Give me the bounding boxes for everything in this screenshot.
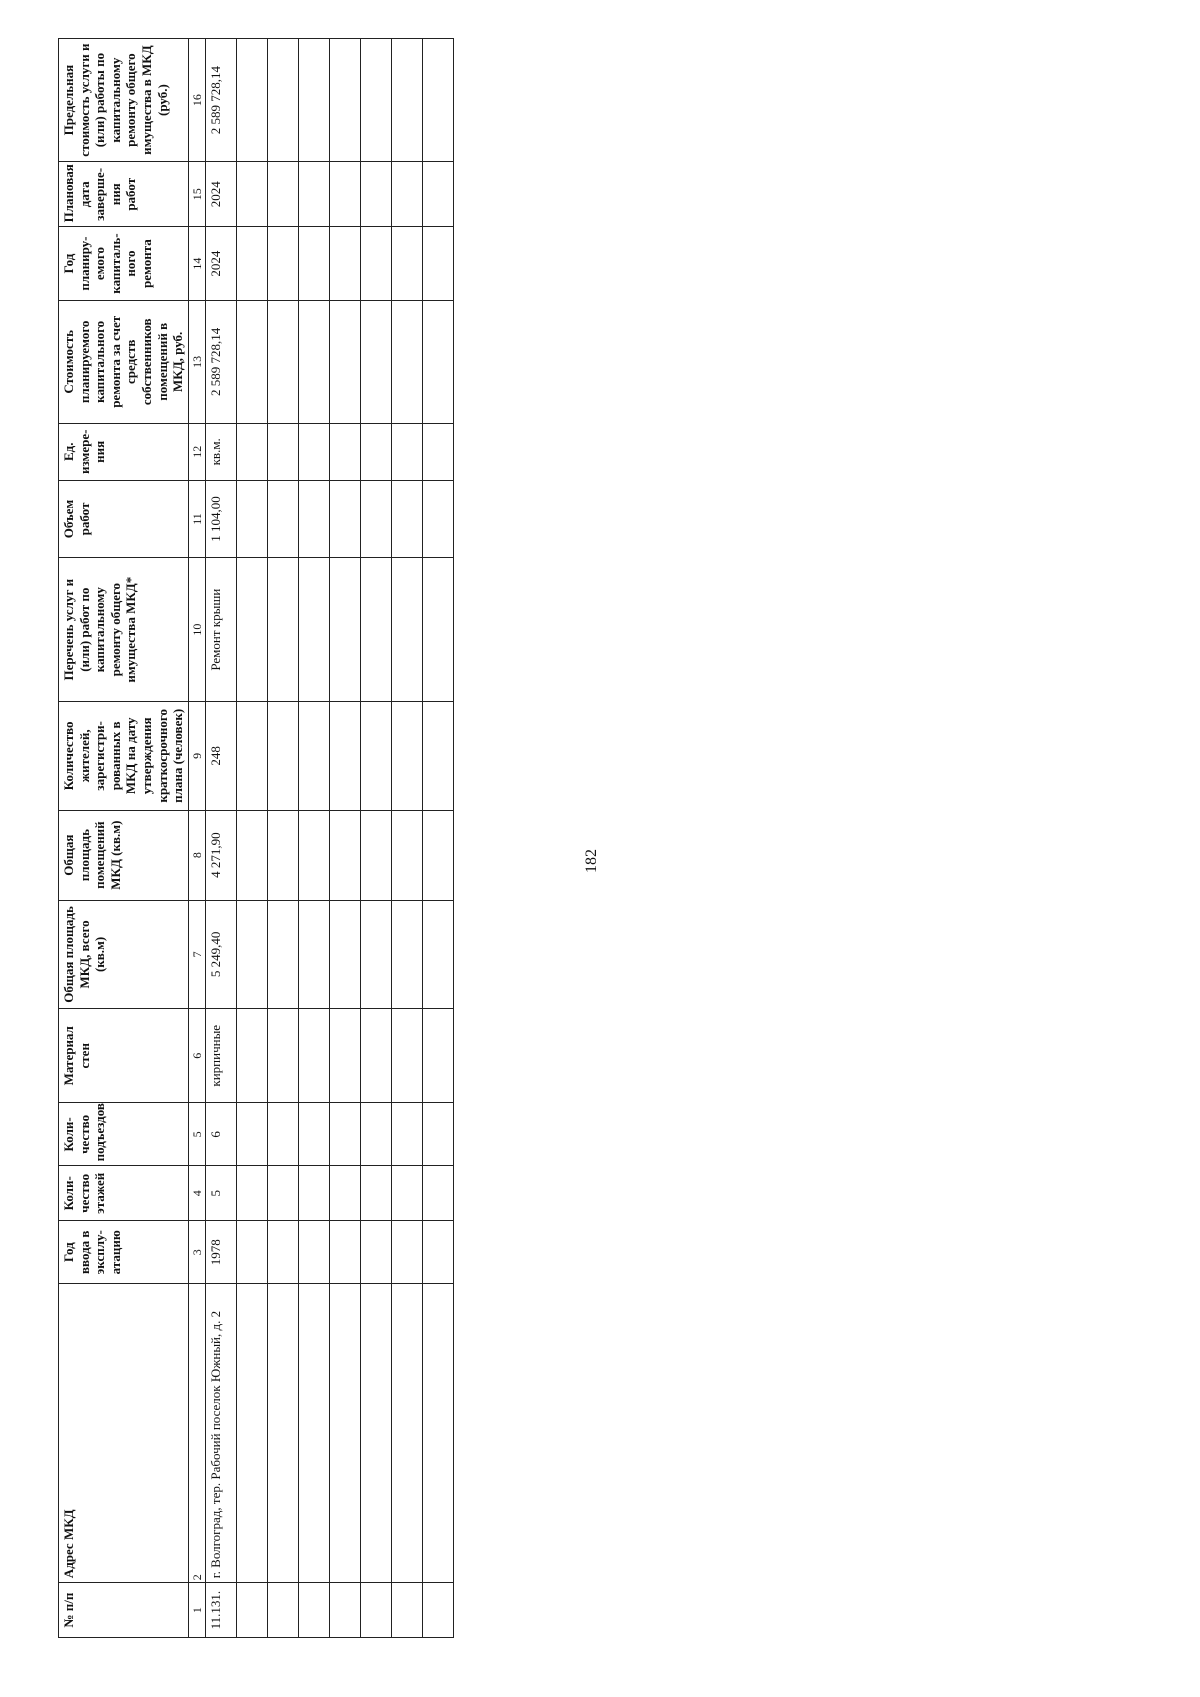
row-limit-cost: 2 589 728,14 bbox=[206, 39, 237, 162]
row-end-date bbox=[299, 162, 330, 227]
header-cell-number: № п/п bbox=[59, 1583, 189, 1638]
column-number: 9 bbox=[188, 702, 205, 811]
header-cell-limit-cost: Предельная стоимость услуги и (или) работы по капитальному ремонту общего имущества в МКД (руб.) bbox=[59, 39, 189, 162]
row-floors bbox=[423, 1166, 454, 1221]
row-wall-material bbox=[237, 1009, 268, 1103]
column-number: 15 bbox=[188, 162, 205, 227]
column-number: 7 bbox=[188, 900, 205, 1009]
row-address bbox=[330, 1284, 361, 1583]
column-number: 2 bbox=[188, 1284, 205, 1583]
row-volume bbox=[299, 480, 330, 558]
row-total-area bbox=[423, 900, 454, 1009]
row-end-date bbox=[361, 162, 392, 227]
row-floors bbox=[268, 1166, 299, 1221]
row-wall-material bbox=[268, 1009, 299, 1103]
row-end-date bbox=[268, 162, 299, 227]
row-year-built bbox=[423, 1221, 454, 1284]
row-year-built bbox=[268, 1221, 299, 1284]
row-residents bbox=[268, 702, 299, 811]
row-limit-cost bbox=[361, 39, 392, 162]
row-limit-cost bbox=[423, 39, 454, 162]
row-residents bbox=[392, 702, 423, 811]
table-row bbox=[330, 39, 361, 1638]
row-address bbox=[423, 1284, 454, 1583]
row-wall-material bbox=[330, 1009, 361, 1103]
table-row bbox=[206, 39, 237, 1638]
row-total-area bbox=[268, 900, 299, 1009]
column-number: 1 bbox=[188, 1583, 205, 1638]
row-volume: 1 104,00 bbox=[206, 480, 237, 558]
row-limit-cost bbox=[237, 39, 268, 162]
row-unit bbox=[392, 423, 423, 480]
column-number-row bbox=[188, 39, 205, 1638]
row-limit-cost bbox=[268, 39, 299, 162]
row-residents bbox=[423, 702, 454, 811]
row-cost bbox=[268, 300, 299, 423]
header-cell-volume: Объем работ bbox=[59, 480, 189, 558]
row-wall-material: кирпичные bbox=[206, 1009, 237, 1103]
row-residents: 248 bbox=[206, 702, 237, 811]
column-number: 16 bbox=[188, 39, 205, 162]
row-number bbox=[423, 1583, 454, 1638]
row-end-date bbox=[330, 162, 361, 227]
row-repair-year bbox=[392, 227, 423, 300]
row-unit bbox=[361, 423, 392, 480]
header-cell-entrances: Коли- чество подъездов bbox=[59, 1103, 189, 1166]
row-end-date bbox=[392, 162, 423, 227]
row-year-built bbox=[330, 1221, 361, 1284]
row-works bbox=[268, 558, 299, 702]
header-cell-unit: Ед. измере- ния bbox=[59, 423, 189, 480]
table-row bbox=[299, 39, 330, 1638]
row-address: г. Волгоград, тер. Рабочий поселок Южный, д. 2 bbox=[206, 1284, 237, 1583]
row-unit: кв.м. bbox=[206, 423, 237, 480]
row-volume bbox=[330, 480, 361, 558]
row-total-area bbox=[237, 900, 268, 1009]
row-address bbox=[361, 1284, 392, 1583]
column-number: 11 bbox=[188, 480, 205, 558]
row-cost bbox=[237, 300, 268, 423]
row-number bbox=[268, 1583, 299, 1638]
row-unit bbox=[237, 423, 268, 480]
row-number bbox=[361, 1583, 392, 1638]
row-unit bbox=[268, 423, 299, 480]
header-cell-end-date: Плановая дата заверше- ния работ bbox=[59, 162, 189, 227]
row-wall-material bbox=[423, 1009, 454, 1103]
row-works: Ремонт крыши bbox=[206, 558, 237, 702]
header-cell-floors: Коли- чество этажей bbox=[59, 1166, 189, 1221]
row-works bbox=[361, 558, 392, 702]
row-entrances bbox=[330, 1103, 361, 1166]
row-floors bbox=[361, 1166, 392, 1221]
column-number: 10 bbox=[188, 558, 205, 702]
row-year-built bbox=[237, 1221, 268, 1284]
table-header-row bbox=[59, 39, 189, 1638]
row-repair-year bbox=[268, 227, 299, 300]
column-number: 5 bbox=[188, 1103, 205, 1166]
row-works bbox=[392, 558, 423, 702]
row-volume bbox=[423, 480, 454, 558]
header-cell-works: Перечень услуг и (или) работ по капитальному ремонту общего имущества МКД* bbox=[59, 558, 189, 702]
row-premises-area bbox=[237, 810, 268, 900]
row-total-area: 5 249,40 bbox=[206, 900, 237, 1009]
row-floors bbox=[299, 1166, 330, 1221]
row-limit-cost bbox=[392, 39, 423, 162]
row-volume bbox=[268, 480, 299, 558]
row-repair-year bbox=[299, 227, 330, 300]
row-entrances bbox=[237, 1103, 268, 1166]
row-works bbox=[330, 558, 361, 702]
row-cost bbox=[330, 300, 361, 423]
row-residents bbox=[299, 702, 330, 811]
row-cost bbox=[299, 300, 330, 423]
row-number bbox=[237, 1583, 268, 1638]
row-volume bbox=[392, 480, 423, 558]
row-residents bbox=[330, 702, 361, 811]
row-wall-material bbox=[361, 1009, 392, 1103]
row-floors: 5 bbox=[206, 1166, 237, 1221]
row-floors bbox=[237, 1166, 268, 1221]
row-cost bbox=[392, 300, 423, 423]
row-premises-area bbox=[330, 810, 361, 900]
row-address bbox=[237, 1284, 268, 1583]
row-entrances bbox=[299, 1103, 330, 1166]
row-premises-area bbox=[268, 810, 299, 900]
row-limit-cost bbox=[330, 39, 361, 162]
header-cell-total-area: Общая площадь МКД, всего (кв.м) bbox=[59, 900, 189, 1009]
row-cost: 2 589 728,14 bbox=[206, 300, 237, 423]
row-residents bbox=[361, 702, 392, 811]
column-number: 6 bbox=[188, 1009, 205, 1103]
row-year-built bbox=[299, 1221, 330, 1284]
row-premises-area bbox=[361, 810, 392, 900]
row-year-built bbox=[361, 1221, 392, 1284]
row-volume bbox=[237, 480, 268, 558]
table-row bbox=[361, 39, 392, 1638]
row-cost bbox=[361, 300, 392, 423]
row-number bbox=[299, 1583, 330, 1638]
repair-plan-table bbox=[58, 38, 454, 1638]
row-entrances bbox=[423, 1103, 454, 1166]
row-end-date bbox=[423, 162, 454, 227]
row-wall-material bbox=[299, 1009, 330, 1103]
header-cell-address: Адрес МКД bbox=[59, 1284, 189, 1583]
row-works bbox=[423, 558, 454, 702]
row-works bbox=[237, 558, 268, 702]
row-floors bbox=[392, 1166, 423, 1221]
row-wall-material bbox=[392, 1009, 423, 1103]
row-limit-cost bbox=[299, 39, 330, 162]
row-premises-area bbox=[392, 810, 423, 900]
row-unit bbox=[423, 423, 454, 480]
row-number bbox=[330, 1583, 361, 1638]
row-entrances bbox=[392, 1103, 423, 1166]
column-number: 12 bbox=[188, 423, 205, 480]
row-number bbox=[392, 1583, 423, 1638]
row-year-built bbox=[392, 1221, 423, 1284]
row-end-date bbox=[237, 162, 268, 227]
header-cell-residents: Количество жителей, зарегистри- рованных в МКД на дату утверждения краткосрочного плана (человек) bbox=[59, 702, 189, 811]
row-unit bbox=[330, 423, 361, 480]
column-number: 4 bbox=[188, 1166, 205, 1221]
row-premises-area: 4 271,90 bbox=[206, 810, 237, 900]
row-residents bbox=[237, 702, 268, 811]
row-floors bbox=[330, 1166, 361, 1221]
row-volume bbox=[361, 480, 392, 558]
row-address bbox=[299, 1284, 330, 1583]
row-repair-year bbox=[330, 227, 361, 300]
page-number: 182 bbox=[583, 849, 600, 873]
table-row bbox=[392, 39, 423, 1638]
column-number: 13 bbox=[188, 300, 205, 423]
header-cell-repair-year: Год планиру- емого капиталь- ного ремонта bbox=[59, 227, 189, 300]
column-number: 14 bbox=[188, 227, 205, 300]
row-works bbox=[299, 558, 330, 702]
row-entrances bbox=[361, 1103, 392, 1166]
row-unit bbox=[299, 423, 330, 480]
header-cell-cost: Стоимость планируемого капитального ремонта за счет средств собственников помещений в МКД, руб. bbox=[59, 300, 189, 423]
row-repair-year bbox=[423, 227, 454, 300]
row-total-area bbox=[361, 900, 392, 1009]
row-end-date: 2024 bbox=[206, 162, 237, 227]
row-repair-year bbox=[237, 227, 268, 300]
table-row bbox=[268, 39, 299, 1638]
row-year-built: 1978 bbox=[206, 1221, 237, 1284]
repair-plan-table-block bbox=[58, 38, 454, 1638]
header-cell-premises-area: Общая площадь помещений МКД (кв.м) bbox=[59, 810, 189, 900]
table-row bbox=[237, 39, 268, 1638]
row-cost bbox=[423, 300, 454, 423]
row-number: 11.131. bbox=[206, 1583, 237, 1638]
row-total-area bbox=[392, 900, 423, 1009]
row-repair-year bbox=[361, 227, 392, 300]
row-address bbox=[268, 1284, 299, 1583]
column-number: 3 bbox=[188, 1221, 205, 1284]
row-premises-area bbox=[299, 810, 330, 900]
table-row bbox=[423, 39, 454, 1638]
row-premises-area bbox=[423, 810, 454, 900]
header-cell-wall-material: Материал стен bbox=[59, 1009, 189, 1103]
row-total-area bbox=[330, 900, 361, 1009]
column-number: 8 bbox=[188, 810, 205, 900]
row-address bbox=[392, 1284, 423, 1583]
header-cell-year-built: Год ввода в эксплу- атацию bbox=[59, 1221, 189, 1284]
row-entrances: 6 bbox=[206, 1103, 237, 1166]
row-repair-year: 2024 bbox=[206, 227, 237, 300]
row-total-area bbox=[299, 900, 330, 1009]
row-entrances bbox=[268, 1103, 299, 1166]
